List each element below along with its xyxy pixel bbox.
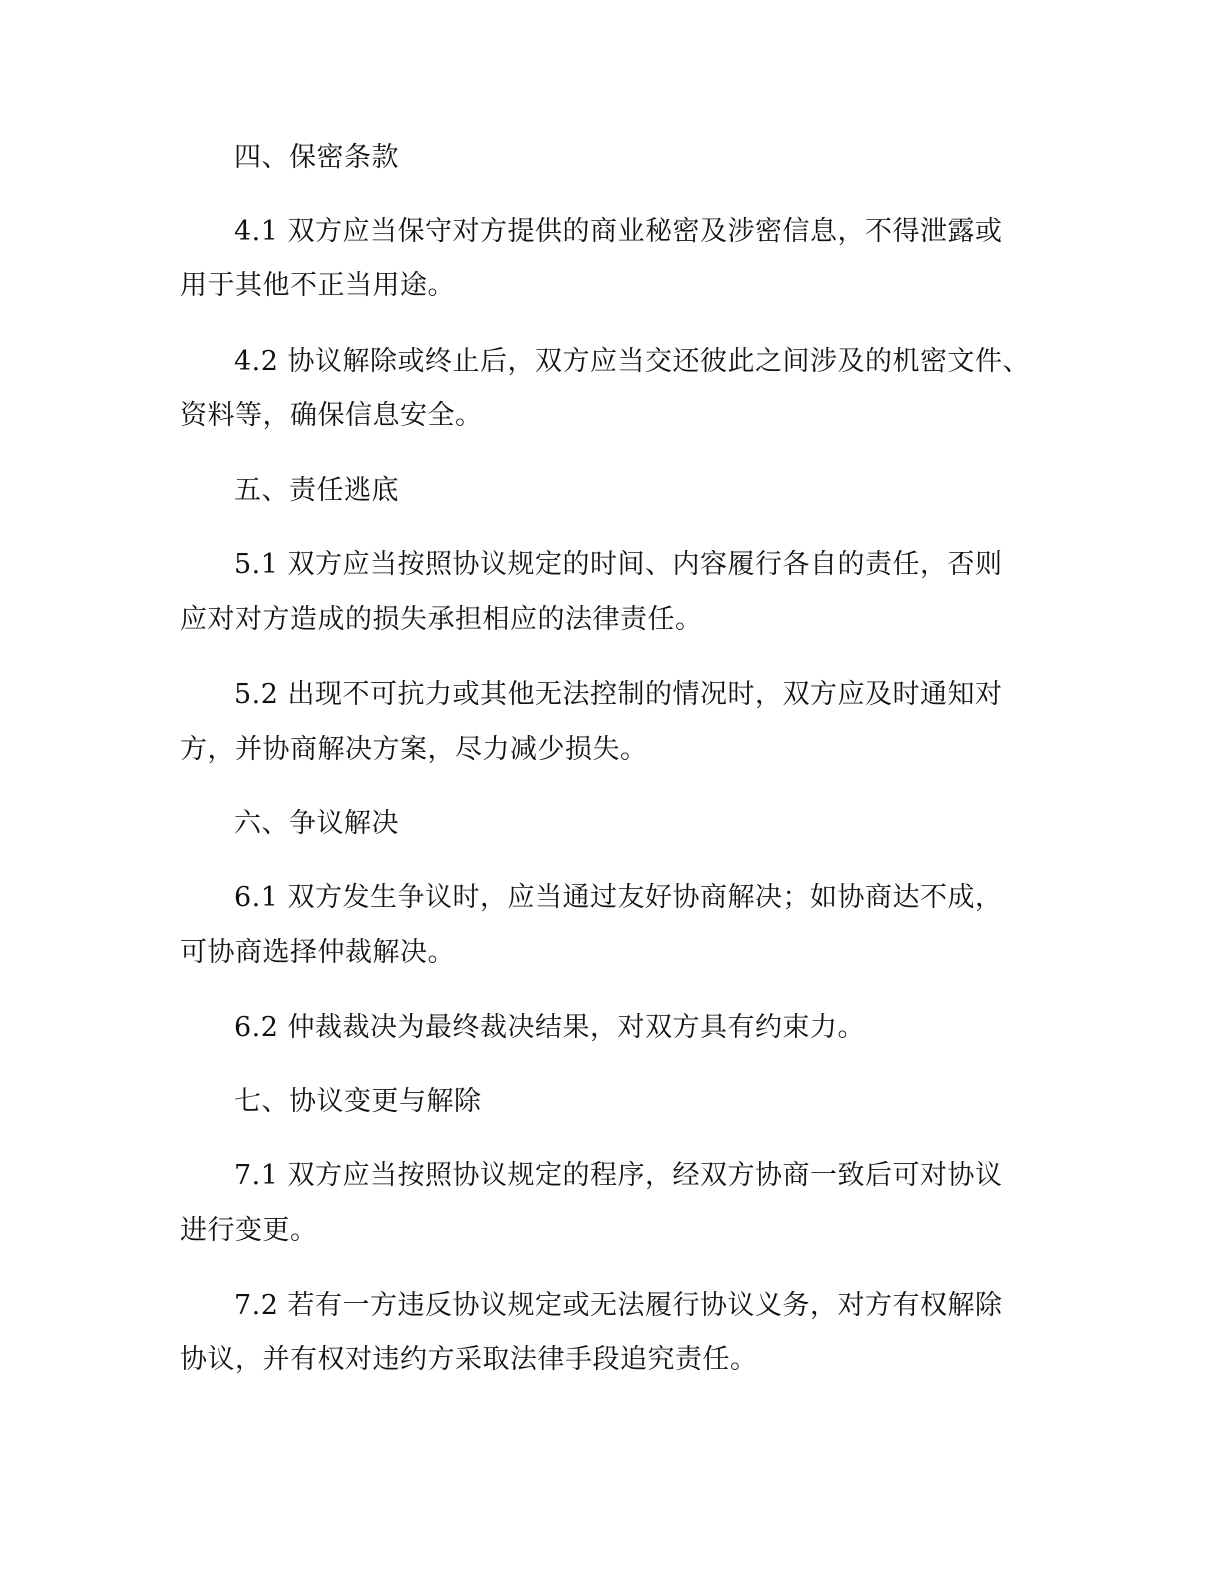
section-heading-7: 七、协议变更与解除 [234, 1086, 482, 1117]
clause-5-1-line-2: 应对对方造成的损失承担相应的法律责任。 [180, 604, 703, 635]
clause-4-2-line-2: 资料等，确保信息安全。 [180, 400, 483, 431]
clause-4-2-line-1: 4.2 协议解除或终止后，双方应当交还彼此之间涉及的机密文件、 [234, 346, 1031, 377]
clause-7-2-line-1: 7.2 若有一方违反协议规定或无法履行协议义务，对方有权解除 [234, 1290, 1003, 1321]
clause-6-1-line-1: 6.1 双方发生争议时，应当通过友好协商解决；如协商达不成， [234, 882, 1003, 913]
section-heading-4: 四、保密条款 [234, 142, 399, 173]
clause-5-1-line-1: 5.1 双方应当按照协议规定的时间、内容履行各自的责任，否则 [234, 549, 1003, 580]
section-heading-5: 五、责任逃底 [234, 475, 399, 506]
clause-4-1-line-2: 用于其他不正当用途。 [180, 270, 455, 301]
clause-6-2-line-1: 6.2 仲裁裁决为最终裁决结果，对双方具有约束力。 [234, 1012, 866, 1043]
clause-7-1-line-2: 进行变更。 [180, 1215, 318, 1246]
clause-7-2-line-2: 协议，并有权对违约方采取法律手段追究责任。 [180, 1344, 758, 1375]
clause-7-1-line-1: 7.1 双方应当按照协议规定的程序，经双方协商一致后可对协议 [234, 1160, 1003, 1191]
clause-6-1-line-2: 可协商选择仲裁解决。 [180, 937, 455, 968]
clause-4-1-line-1: 4.1 双方应当保守对方提供的商业秘密及涉密信息，不得泄露或 [234, 216, 1003, 247]
clause-5-2-line-1: 5.2 出现不可抗力或其他无法控制的情况时，双方应及时通知对 [234, 679, 1003, 710]
section-heading-6: 六、争议解决 [234, 808, 399, 839]
clause-5-2-line-2: 方，并协商解决方案，尽力减少损失。 [180, 734, 648, 765]
